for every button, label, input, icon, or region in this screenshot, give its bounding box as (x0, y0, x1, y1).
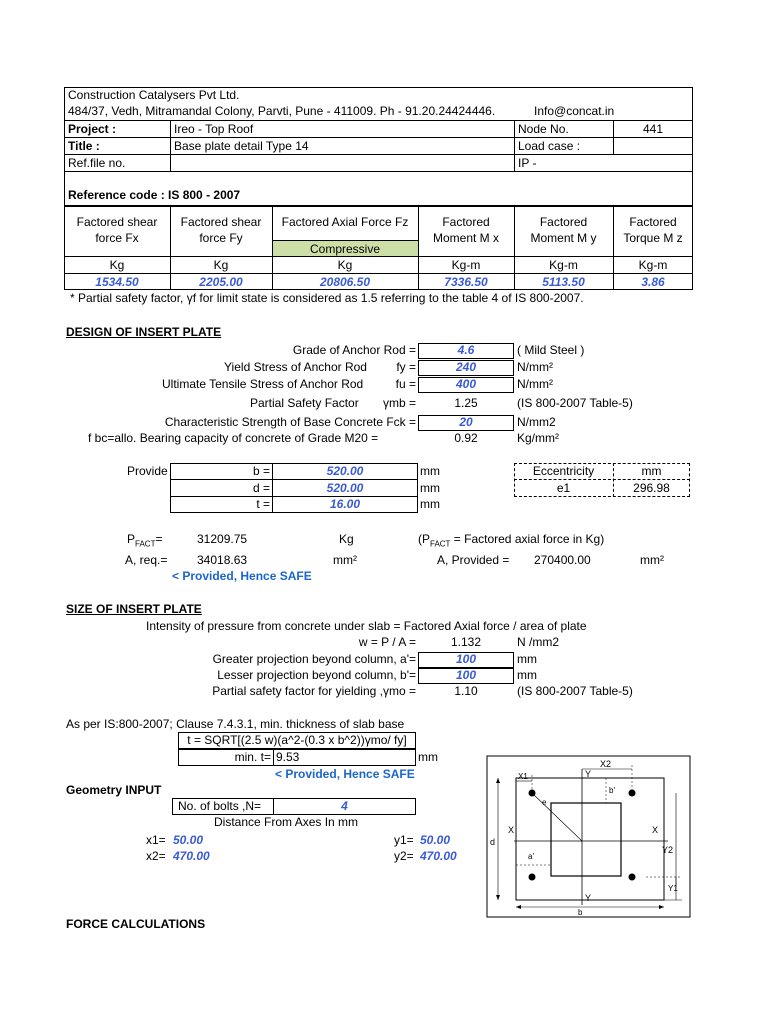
fck-unit: N/mm2 (517, 415, 556, 429)
b-unit: mm (420, 464, 440, 478)
unit-fy: Kg (213, 258, 229, 272)
bolt (529, 874, 536, 881)
formula-text: t = SQRT[(2.5 w)(a^2-(0.3 x b^2))γmo/ fy] (187, 733, 407, 747)
fbc-unit: Kg/mm² (517, 431, 559, 445)
x1-label: x1= (146, 833, 166, 847)
aprov-label: A, Provided = (437, 553, 510, 567)
fck-value: 20 (459, 415, 473, 429)
intensity-text: Intensity of pressure from concrete under slab = Factored Axial force / area of plate (146, 619, 587, 633)
node-value: 441 (642, 122, 664, 136)
diagram-e: e (542, 798, 547, 807)
diagram-d: d (490, 837, 496, 847)
ymo-ref: (IS 800-2007 Table-5) (517, 684, 633, 698)
d-value[interactable]: 520.00 (326, 481, 364, 495)
base-plate-diagram (486, 755, 691, 918)
fbc-label: f bc=allo. Bearing capacity of concrete of Grade M20 = (88, 431, 379, 445)
plate-outline (516, 778, 664, 900)
project-label: Project : (68, 122, 117, 136)
psf-sym: γmb = (382, 396, 416, 410)
grade-label: Grade of Anchor Rod = (292, 343, 416, 357)
hdr-fy: Factored shear force Fy (180, 215, 262, 245)
diagram-y-top: Y (585, 769, 592, 779)
hdr-my: Factored Moment M y (530, 215, 597, 245)
diagram-a-prime: a' (528, 852, 534, 861)
b-value[interactable]: 520.00 (326, 464, 364, 478)
size-plate-safe-msg: < Provided, Hence SAFE (275, 767, 415, 781)
uts-label: Ultimate Tensile Stress of Anchor Rod (162, 377, 364, 391)
pfact-unit: Kg (339, 532, 354, 546)
y2-label: y2= (394, 849, 414, 863)
b-proj-label: Lesser projection beyond column, b'= (217, 668, 416, 682)
fck-label: Characteristic Strength of Base Concrete Fck = (164, 415, 416, 429)
y1-value[interactable]: 50.00 (420, 833, 451, 847)
x2-label: x2= (146, 849, 166, 863)
w-value: 1.132 (450, 635, 482, 649)
value-fx[interactable]: 1534.50 (95, 275, 139, 289)
distance-label: Distance From Axes In mm (214, 815, 359, 829)
psf-ref: (IS 800-2007 Table-5) (517, 396, 633, 410)
unit-mz: Kg-m (638, 258, 668, 272)
uts-value: 400 (455, 377, 477, 391)
x1-value[interactable]: 50.00 (173, 833, 204, 847)
ref-file-label: Ref.file no. (68, 156, 126, 170)
a-proj-value: 100 (455, 652, 477, 666)
load-case-label: Load case : (518, 139, 581, 153)
value-fz[interactable]: 20806.50 (319, 275, 371, 289)
compressive-label: Compressive (309, 242, 381, 256)
mint-value: 9.53 (276, 750, 300, 764)
title-value: Base plate detail Type 14 (174, 139, 309, 153)
diagram-x-left: X (508, 825, 515, 835)
value-my[interactable]: 5113.50 (542, 275, 585, 289)
ecc-header: Eccentricity (532, 464, 595, 478)
diagram-x2: X2 (600, 759, 612, 769)
partial-safety-note: * Partial safety factor, γf for limit state is considered as 1.5 referring to the table 4 of IS 800-2007. (70, 291, 584, 305)
hdr-mx: Factored Moment M x (432, 215, 499, 245)
diagram-b: b (578, 908, 583, 917)
y1-label: y1= (394, 833, 414, 847)
grade-unit: ( Mild Steel ) (517, 343, 585, 357)
column-outline (551, 803, 621, 876)
y2-value[interactable]: 470.00 (420, 849, 457, 863)
hdr-fx: Factored shear force Fx (76, 215, 158, 245)
areq-value: 34018.63 (197, 553, 248, 567)
ecc-label: e1 (556, 481, 571, 495)
mint-unit: mm (418, 750, 438, 764)
a-proj-label: Greater projection beyond column, a'= (212, 652, 416, 666)
diagram-y-bottom: Y (585, 893, 592, 903)
aprov-unit: mm² (640, 553, 664, 567)
d-unit: mm (420, 481, 440, 495)
pfact-note: ($P_{FACT}$ = Factored axial force in Kg) (418, 532, 605, 549)
project-value: Ireo - Top Roof (174, 122, 254, 136)
bolts-label: No. of bolts ,N= (178, 799, 262, 813)
ecc-unit: mm (641, 464, 662, 478)
t-label: t = (256, 497, 270, 511)
mint-label: min. t= (234, 750, 271, 764)
bolts-value[interactable]: 4 (341, 799, 348, 813)
geometry-heading: Geometry INPUT (66, 783, 162, 797)
diagram-y2: Y2 (662, 845, 674, 855)
company-address: 484/37, Vedh, Mitramandal Colony, Parvti, Pune - 411009. Ph - 91.20.24424446. (68, 104, 496, 118)
title-label: Title : (68, 139, 100, 153)
diagram-x-right: X (652, 825, 659, 835)
bolt (629, 874, 636, 881)
yield-sym: fy = (396, 360, 416, 374)
yield-value: 240 (455, 360, 477, 374)
unit-my: Kg-m (549, 258, 578, 272)
d-label: d = (252, 481, 270, 495)
unit-fz: Kg (337, 258, 353, 272)
pfact-value: 31209.75 (197, 532, 248, 546)
psf-value: 1.25 (454, 396, 478, 410)
value-mx[interactable]: 7336.50 (444, 275, 488, 289)
diagram-x1: X1 (518, 772, 528, 781)
unit-fx: Kg (109, 258, 125, 272)
insert-plate-safe-msg: < Provided, Hence SAFE (172, 569, 312, 583)
b-label: b = (252, 464, 270, 478)
insert-plate-heading: DESIGN OF INSERT PLATE (66, 325, 222, 339)
w-label: w = P / A = (358, 635, 416, 649)
b-proj-value: 100 (455, 668, 477, 682)
uts-sym: fu = (395, 377, 416, 391)
t-value[interactable]: 16.00 (329, 497, 361, 511)
x2-value[interactable]: 470.00 (173, 849, 210, 863)
node-label: Node No. (518, 122, 569, 136)
psf-label: Partial Safety Factor (250, 396, 359, 410)
b-proj-unit: mm (517, 668, 537, 682)
fbc-value: 0.92 (454, 431, 478, 445)
aprov-value: 270400.00 (534, 553, 591, 567)
uts-unit: N/mm² (517, 377, 553, 391)
w-unit: N /mm2 (517, 635, 559, 649)
ymo-value: 1.10 (454, 684, 478, 698)
force-calc-heading: FORCE CALCULATIONS (66, 917, 206, 931)
size-plate-heading: SIZE OF INSERT PLATE (66, 602, 202, 616)
value-mz[interactable]: 3.86 (641, 275, 665, 289)
ecc-value: 296.98 (633, 481, 670, 495)
hdr-fz: Factored Axial Force Fz (281, 215, 409, 229)
diagram-y1: Y1 (668, 884, 678, 893)
company-name: Construction Catalysers Pvt Ltd. (68, 88, 240, 102)
value-fy[interactable]: 2205.00 (199, 275, 243, 289)
areq-unit: mm² (333, 553, 357, 567)
a-proj-unit: mm (517, 652, 537, 666)
yield-unit: N/mm² (517, 360, 553, 374)
unit-mx: Kg-m (451, 258, 481, 272)
reference-code: Reference code : IS 800 - 2007 (68, 188, 241, 202)
company-email: Info@concat.in (534, 104, 615, 118)
clause-text: As per IS:800-2007; Clause 7.4.3.1, min. thickness of slab base (66, 717, 405, 731)
ip-label: IP - (518, 156, 537, 170)
grade-value: 4.6 (457, 343, 475, 357)
yield-label: Yield Stress of Anchor Rod (224, 360, 367, 374)
ymo-label: Partial safety factor for yielding ,γmo = (212, 684, 416, 698)
diagram-b-prime: b' (609, 786, 615, 795)
pfact-label: $P_{FACT}=$ (127, 532, 163, 549)
provide-label: Provide (127, 464, 168, 478)
hdr-mz: Factored Torque M z (623, 215, 683, 245)
areq-label: A, req.= (125, 553, 168, 567)
t-unit: mm (420, 497, 440, 511)
